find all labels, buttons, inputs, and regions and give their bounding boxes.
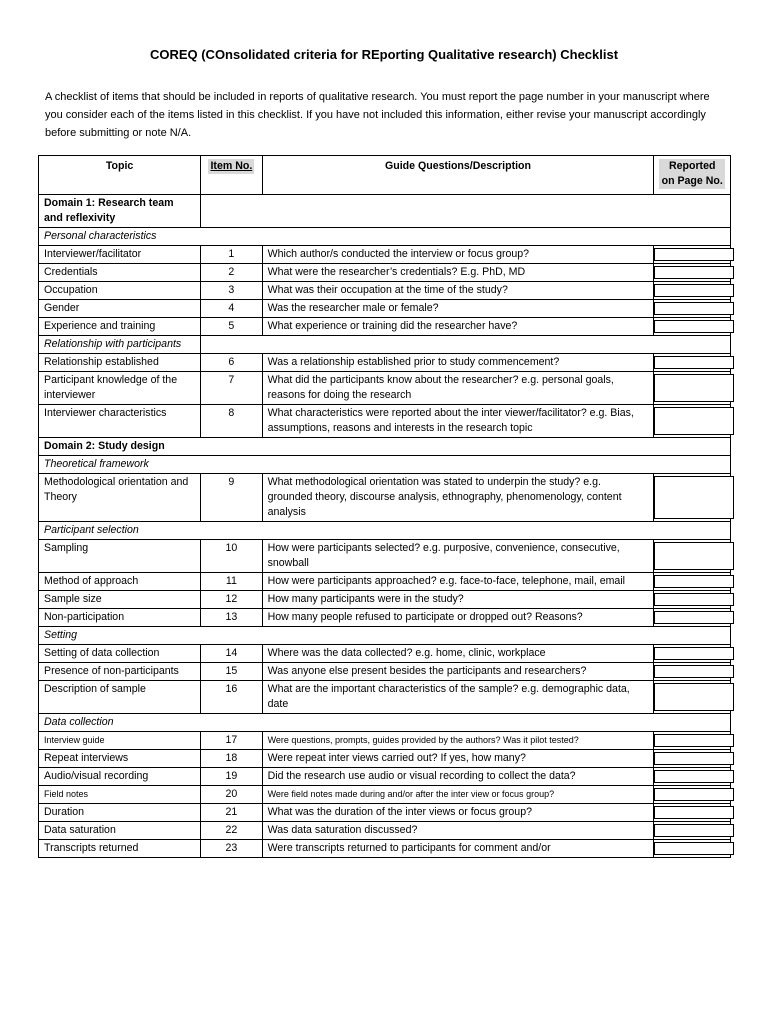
intro-paragraph: A checklist of items that should be included in reports of qualitative research. You must report the page number in your manuscript where you consider each of the items listed in this checklist. If you have not included this information, either revise your manuscript accordingly before submitting or note N/A. <box>45 91 710 139</box>
row-item-no: 4 <box>201 300 262 318</box>
table-row <box>39 786 731 804</box>
header-reported: Reported on Page No. <box>654 156 731 195</box>
row-question: Was data saturation discussed? <box>262 822 654 840</box>
table-row <box>39 750 731 768</box>
row-item-no: 10 <box>201 540 262 573</box>
page-no-field[interactable] <box>654 300 731 318</box>
row-question: What experience or training did the researcher have? <box>262 318 654 336</box>
header-item-no: Item No. <box>201 156 262 195</box>
row-item-no: 12 <box>201 591 262 609</box>
row-item-no: 16 <box>201 681 262 714</box>
row-question: How many participants were in the study? <box>262 591 654 609</box>
table-row <box>39 732 731 750</box>
row-topic: Data saturation <box>39 822 201 840</box>
table-row <box>39 822 731 840</box>
table-row <box>39 318 731 336</box>
table-row <box>39 573 731 591</box>
row-item-no: 11 <box>201 573 262 591</box>
section-label: Data collection <box>39 714 731 732</box>
page-no-field[interactable] <box>654 573 731 591</box>
row-item-no: 23 <box>201 840 262 858</box>
row-question: What methodological orientation was stated to underpin the study? e.g. grounded theory, discourse analysis, ethnography, phenomenology, content analysis <box>262 474 654 522</box>
row-item-no: 5 <box>201 318 262 336</box>
section-label: Relationship with participants <box>39 336 201 354</box>
row-topic: Interviewer/facilitator <box>39 246 201 264</box>
row-topic: Relationship established <box>39 354 201 372</box>
page-no-field[interactable] <box>654 474 731 522</box>
row-item-no: 6 <box>201 354 262 372</box>
page-no-field[interactable] <box>654 732 731 750</box>
table-row <box>39 804 731 822</box>
row-question: Were transcripts returned to participants for comment and/or <box>262 840 654 858</box>
domain-label: Domain 2: Study design <box>39 438 731 456</box>
page-no-field[interactable] <box>654 768 731 786</box>
table-row <box>39 372 731 405</box>
row-item-no: 9 <box>201 474 262 522</box>
table-row <box>39 282 731 300</box>
row-item-no: 15 <box>201 663 262 681</box>
row-question: Was the researcher male or female? <box>262 300 654 318</box>
row-topic: Method of approach <box>39 573 201 591</box>
page-no-field[interactable] <box>654 354 731 372</box>
page-no-field[interactable] <box>654 405 731 438</box>
row-item-no: 20 <box>201 786 262 804</box>
row-topic: Sample size <box>39 591 201 609</box>
page-no-field[interactable] <box>654 750 731 768</box>
row-topic: Methodological orientation and Theory <box>39 474 201 522</box>
table-row <box>39 264 731 282</box>
row-item-no: 18 <box>201 750 262 768</box>
row-topic: Audio/visual recording <box>39 768 201 786</box>
row-question: How were participants selected? e.g. purposive, convenience, consecutive, snowball <box>262 540 654 573</box>
page-no-field[interactable] <box>654 264 731 282</box>
section-row <box>39 627 731 645</box>
row-item-no: 2 <box>201 264 262 282</box>
row-item-no: 1 <box>201 246 262 264</box>
table-row <box>39 540 731 573</box>
row-question: Did the research use audio or visual recording to collect the data? <box>262 768 654 786</box>
section-label: Theoretical framework <box>39 456 731 474</box>
row-topic: Interviewer characteristics <box>39 405 201 438</box>
row-item-no: 21 <box>201 804 262 822</box>
row-item-no: 17 <box>201 732 262 750</box>
page-no-field[interactable] <box>654 663 731 681</box>
table-row <box>39 681 731 714</box>
row-question: What characteristics were reported about the inter viewer/facilitator? e.g. Bias, assumptions, reasons and interests in the research topic <box>262 405 654 438</box>
row-topic: Setting of data collection <box>39 645 201 663</box>
section-row <box>39 228 731 246</box>
row-topic: Repeat interviews <box>39 750 201 768</box>
row-topic: Experience and training <box>39 318 201 336</box>
header-topic: Topic <box>39 156 201 195</box>
header-guide: Guide Questions/Description <box>262 156 654 195</box>
domain-row <box>39 438 731 456</box>
table-row <box>39 246 731 264</box>
table-row <box>39 300 731 318</box>
row-topic: Participant knowledge of the interviewer <box>39 372 201 405</box>
row-item-no: 22 <box>201 822 262 840</box>
row-item-no: 8 <box>201 405 262 438</box>
section-row <box>39 714 731 732</box>
row-question: What did the participants know about the researcher? e.g. personal goals, reasons for doing the research <box>262 372 654 405</box>
section-row <box>39 336 731 354</box>
row-topic: Field notes <box>39 786 201 804</box>
table-row <box>39 663 731 681</box>
page-no-field[interactable] <box>654 786 731 804</box>
section-label: Personal characteristics <box>39 228 731 246</box>
table-row <box>39 840 731 858</box>
section-row <box>39 456 731 474</box>
table-row <box>39 354 731 372</box>
row-question: Was a relationship established prior to study commencement? <box>262 354 654 372</box>
page-no-field[interactable] <box>654 591 731 609</box>
page-no-field[interactable] <box>654 372 731 405</box>
domain-label: Domain 1: Research team and reflexivity <box>39 195 201 228</box>
row-item-no: 19 <box>201 768 262 786</box>
row-topic: Transcripts returned <box>39 840 201 858</box>
row-topic: Gender <box>39 300 201 318</box>
row-question: What were the researcher’s credentials? E.g. PhD, MD <box>262 264 654 282</box>
page-no-field[interactable] <box>654 645 731 663</box>
row-topic: Credentials <box>39 264 201 282</box>
row-question: Were field notes made during and/or after the inter view or focus group? <box>262 786 654 804</box>
table-row <box>39 645 731 663</box>
row-question: What was their occupation at the time of the study? <box>262 282 654 300</box>
row-item-no: 13 <box>201 609 262 627</box>
page-no-field[interactable] <box>654 804 731 822</box>
page-no-field[interactable] <box>654 540 731 573</box>
row-topic: Non-participation <box>39 609 201 627</box>
row-question: Were questions, prompts, guides provided by the authors? Was it pilot tested? <box>262 732 654 750</box>
table-row <box>39 405 731 438</box>
domain-row <box>39 195 731 228</box>
row-question: What are the important characteristics of the sample? e.g. demographic data, date <box>262 681 654 714</box>
section-row <box>39 522 731 540</box>
row-question: How many people refused to participate or dropped out? Reasons? <box>262 609 654 627</box>
page-no-field[interactable] <box>654 246 731 264</box>
page-no-field[interactable] <box>654 318 731 336</box>
row-question: Where was the data collected? e.g. home, clinic, workplace <box>262 645 654 663</box>
row-item-no: 3 <box>201 282 262 300</box>
row-question: Which author/s conducted the interview or focus group? <box>262 246 654 264</box>
row-question: Were repeat inter views carried out? If yes, how many? <box>262 750 654 768</box>
row-topic: Interview guide <box>39 732 201 750</box>
row-question: How were participants approached? e.g. face-to-face, telephone, mail, email <box>262 573 654 591</box>
page-no-field[interactable] <box>654 609 731 627</box>
row-question: What was the duration of the inter views or focus group? <box>262 804 654 822</box>
section-label: Participant selection <box>39 522 731 540</box>
table-header-row <box>39 156 731 195</box>
page-no-field[interactable] <box>654 282 731 300</box>
page-no-field[interactable] <box>654 681 731 714</box>
row-topic: Description of sample <box>39 681 201 714</box>
row-topic: Sampling <box>39 540 201 573</box>
page-no-field[interactable] <box>654 840 731 858</box>
row-item-no: 7 <box>201 372 262 405</box>
row-question: Was anyone else present besides the participants and researchers? <box>262 663 654 681</box>
table-row <box>39 768 731 786</box>
table-row <box>39 474 731 522</box>
page-title: COREQ (COnsolidated criteria for REporting Qualitative research) Checklist <box>149 47 619 62</box>
row-topic: Duration <box>39 804 201 822</box>
section-label: Setting <box>39 627 731 645</box>
table-row <box>39 609 731 627</box>
table-row <box>39 591 731 609</box>
checklist-table <box>38 155 731 858</box>
row-topic: Presence of non-participants <box>39 663 201 681</box>
row-topic: Occupation <box>39 282 201 300</box>
page-no-field[interactable] <box>654 822 731 840</box>
row-item-no: 14 <box>201 645 262 663</box>
